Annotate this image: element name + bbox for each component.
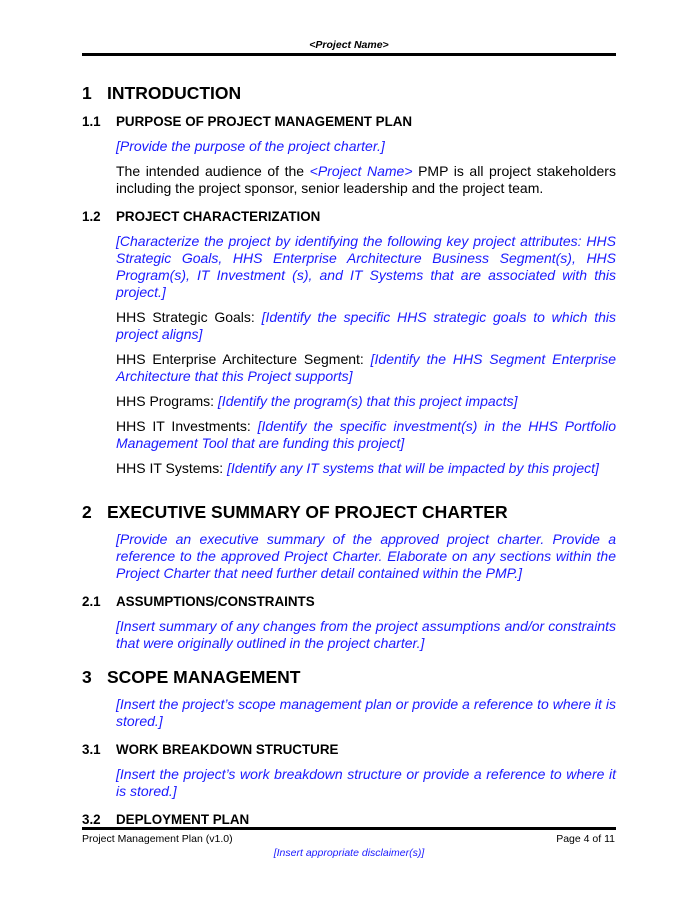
page-content: [82, 80, 616, 826]
field-strategic-goals: HHS Strategic Goals: [Identify the specific HHS strategic goals to which this project aligns]: [116, 309, 617, 342]
section-3-heading: 3 SCOPE MANAGEMENT: [82, 667, 301, 687]
section-2-heading: 2 EXECUTIVE SUMMARY OF PROJECT CHARTER: [82, 502, 508, 522]
project-name-placeholder: <Project Name>: [309, 163, 413, 179]
field-ea-segment: HHS Enterprise Architecture Segment: [Identify the HHS Segment Enterprise Architecture that this Project supports]: [116, 351, 616, 384]
section-3-1-instruction: [Insert the project’s work breakdown structure or provide a reference to where it is stored.]: [116, 766, 616, 799]
section-1-1-instruction: [Provide the purpose of the project charter.]: [116, 138, 385, 154]
footer-rule: [82, 827, 616, 830]
footer-doc-title: Project Management Plan (v1.0): [82, 833, 233, 845]
section-2-1-instruction: [Insert summary of any changes from the project assumptions and/or constraints that were originally outlined in the project charter.]: [116, 618, 616, 651]
field-it-investments: HHS IT Investments: [Identify the specific investment(s) in the HHS Portfolio Management Tool that are funding this project]: [116, 418, 616, 451]
section-3-instruction: [Insert the project’s scope management plan or provide a reference to where it is stored.]: [116, 696, 616, 729]
section-3-1-heading: 3.1 WORK BREAKDOWN STRUCTURE: [82, 742, 339, 757]
section-2-instruction: [Provide an executive summary of the approved project charter. Provide a reference to the approved Project Charter. Elaborate on any sections within the Project Charter that need further detail contained within the PMP.]: [116, 531, 616, 581]
section-1-2-instruction: [Characterize the project by identifying the following key project attributes: HHS Strategic Goals, HHS Enterprise Architecture Business Segment(s), HHS Program(s), IT Investment (s), and IT Systems that are associated with this project.]: [116, 233, 616, 300]
section-3-2-heading: 3.2 DEPLOYMENT PLAN: [82, 812, 250, 826]
section-1-1-heading: 1.1 PURPOSE OF PROJECT MANAGEMENT PLAN: [82, 114, 413, 129]
field-it-systems: HHS IT Systems: [Identify any IT systems that will be impacted by this project]: [116, 460, 599, 476]
field-programs: HHS Programs: [Identify the program(s) that this project impacts]: [116, 393, 518, 409]
section-1-1-body: The intended audience of the <Project Name> PMP is all project stakeholders including the project sponsor, senior leadership and the project team.: [116, 163, 616, 196]
section-1-2-heading: 1.2 PROJECT CHARACTERIZATION: [82, 209, 321, 224]
header-project-name: <Project Name>: [309, 39, 389, 51]
footer-page-number: Page 4 of 11: [556, 833, 615, 845]
footer-disclaimer: [Insert appropriate disclaimer(s)]: [273, 847, 425, 859]
section-1-heading: 1 INTRODUCTION: [82, 83, 242, 103]
section-2-1-heading: 2.1 ASSUMPTIONS/CONSTRAINTS: [82, 594, 315, 609]
